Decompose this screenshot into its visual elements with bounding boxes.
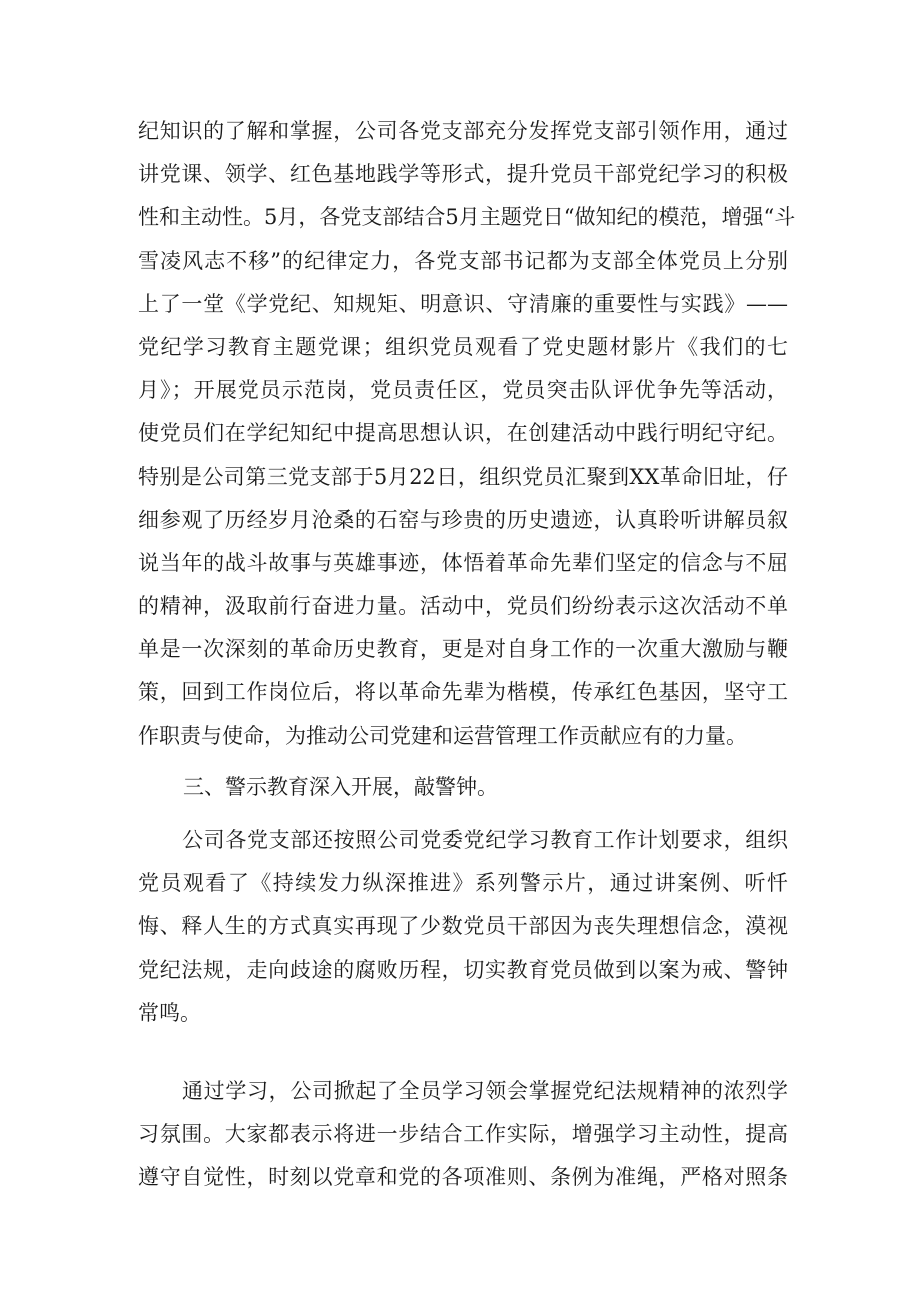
text-line: 使党员们在学纪知纪中提高思想认识，在创建活动中践行明纪守纪。 xyxy=(138,421,788,446)
text-line: 党纪学习教育主题党课；组织党员观看了党史题材影片《我们的七 xyxy=(138,334,788,359)
text-line: 的精神，汲取前行奋进力量。活动中，党员们纷纷表示这次活动不单 xyxy=(138,594,788,619)
text-line: 上了一堂《学党纪、知规矩、明意识、守清廉的重要性与实践》—— xyxy=(138,291,788,316)
text-line: 性和主动性。5月，各党支部结合5月主题党日“做知纪的模范，增强“斗 xyxy=(138,205,796,230)
text-line: 悔、释人生的方式真实再现了少数党员干部因为丧失理想信念，漠视 xyxy=(138,914,788,939)
text-line: 策，回到工作岗位后，将以革命先辈为楷模，传承红色基因，坚守工 xyxy=(138,680,788,705)
text-line: 特别是公司第三党支部于5月22日，组织党员汇聚到XX革命旧址，仔 xyxy=(138,464,788,489)
text-line: 讲党课、领学、红色基地践学等形式，提升党员干部党纪学习的积极 xyxy=(138,162,788,187)
text-line: 通过学习，公司掀起了全员学习领会掌握党纪法规精神的浓烈学 xyxy=(182,1079,788,1103)
text-line: 党员观看了《持续发力纵深推进》系列警示片，通过讲案例、听忏 xyxy=(138,871,788,896)
paragraph-warning-films xyxy=(138,819,788,1035)
text-line: 纪知识的了解和掌握，公司各党支部充分发挥党支部引领作用，通过 xyxy=(138,119,788,143)
text-line: 作职责与使命，为推动公司党建和运营管理工作贡献应有的力量。 xyxy=(138,723,747,748)
text-line: 说当年的战斗故事与英雄事迹，体悟着革命先辈们坚定的信念与不屈 xyxy=(138,550,788,575)
text-line: 月》；开展党员示范岗，党员责任区，党员突击队评优争先等活动， xyxy=(138,378,788,403)
text-line: 遵守自觉性，时刻以党章和党的各项准则、条例为准绳，严格对照条 xyxy=(138,1165,788,1190)
text-line: 公司各党支部还按照公司党委党纪学习教育工作计划要求，组织 xyxy=(182,828,788,852)
text-line: 习氛围。大家都表示将进一步结合工作实际，增强学习主动性，提高 xyxy=(138,1122,788,1147)
paragraph-study-results xyxy=(138,1070,788,1200)
paragraph-party-discipline-activities xyxy=(138,110,796,758)
text-line: 党纪法规，走向歧途的腐败历程，切实教育党员做到以案为戒、警钟 xyxy=(138,957,788,982)
text-line: 雪凌风志不移”的纪律定力，各党支部书记都为支部全体党员上分别 xyxy=(138,248,788,273)
text-line: 单是一次深刻的革命历史教育，更是对自身工作的一次重大激励与鞭 xyxy=(138,637,788,662)
text-line: 细参观了历经岁月沧桑的石窑与珍贵的历史遗迹，认真聆听讲解员叙 xyxy=(138,507,788,532)
section-heading-warning-education: 三、警示教育深入开展，敲警钟。 xyxy=(183,775,498,799)
text-line: 常鸣。 xyxy=(138,1000,201,1025)
